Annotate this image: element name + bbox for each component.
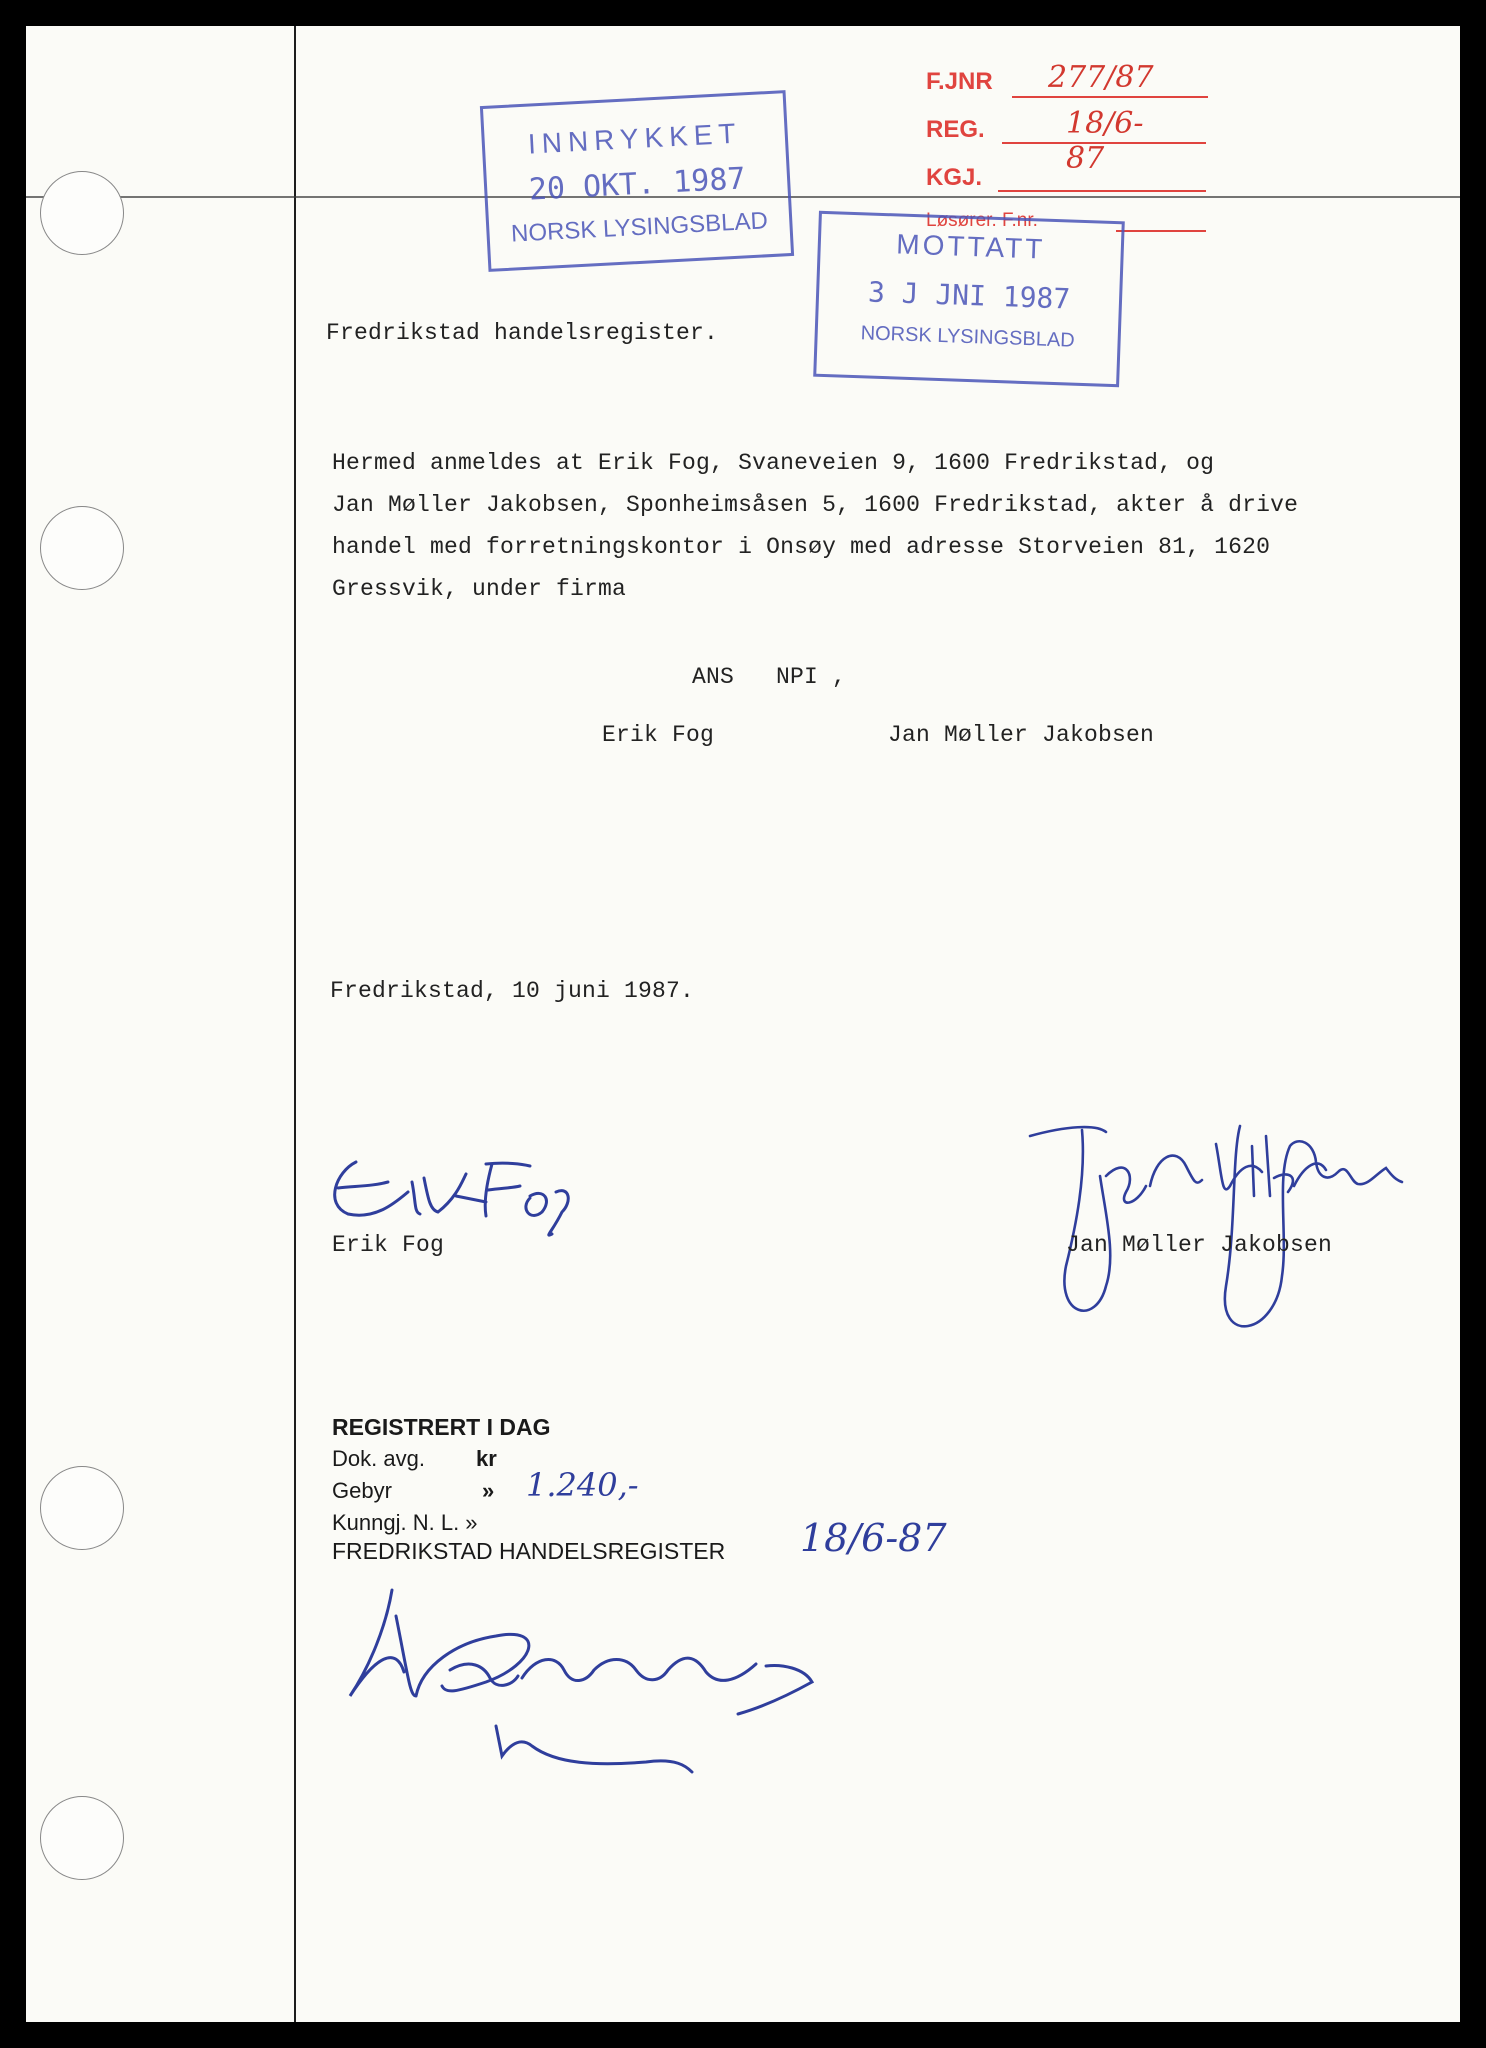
- stamp-date: 3 J JNI 1987: [867, 275, 1071, 316]
- gebyr-value: 1.240,-: [526, 1466, 639, 1504]
- registrar-signature: [346, 1586, 846, 1786]
- paragraph-line: Jan Møller Jakobsen, Sponheimsåsen 5, 1600 Fredrikstad, akter å drive: [332, 492, 1299, 518]
- dok-avg-label: Dok. avg.: [332, 1446, 425, 1471]
- signatory-name: Jan Møller Jakobsen: [1066, 1232, 1333, 1258]
- date-line: Fredrikstad, 10 juni 1987.: [330, 978, 695, 1004]
- margin-line: [294, 26, 296, 2022]
- innrykket-stamp: [480, 90, 794, 272]
- paragraph-line: handel med forretningskontor i Onsøy med adresse Storveien 81, 1620: [332, 534, 1271, 560]
- register-date: 18/6-87: [800, 1516, 947, 1560]
- fjnr-value: 277/87: [1048, 60, 1154, 95]
- stamp-text: NORSK LYSINGSBLAD: [860, 322, 1076, 352]
- stamp-text: INNRYKKET: [527, 117, 743, 160]
- punch-hole: [40, 1796, 124, 1880]
- paragraph-line: Gressvik, under firma: [332, 576, 627, 602]
- kgj-label: KGJ.: [926, 164, 983, 191]
- dok-avg-unit: kr: [476, 1446, 497, 1471]
- reg-label: REG.: [926, 116, 985, 143]
- owner-name: Erik Fog: [602, 722, 715, 748]
- jan-moller-jakobsen-signature: [1026, 1116, 1406, 1346]
- punch-hole: [40, 171, 124, 255]
- paragraph-line: Hermed anmeldes at Erik Fog, Svaneveien 9, 1600 Fredrikstad, og: [332, 450, 1215, 476]
- register-label: FREDRIKSTAD HANDELSREGISTER: [332, 1538, 726, 1564]
- firm-name: ANS NPI ,: [692, 664, 847, 690]
- punch-hole: [40, 506, 124, 590]
- addressee: Fredrikstad handelsregister.: [326, 320, 719, 346]
- gebyr-label: Gebyr: [332, 1478, 392, 1503]
- owner-name: Jan Møller Jakobsen: [888, 722, 1155, 748]
- fjnr-label: F.JNR: [926, 68, 993, 95]
- registration-title: REGISTRERT I DAG: [332, 1414, 551, 1440]
- losorer-label: Løsører. F.nr.: [926, 210, 1038, 231]
- signatory-name: Erik Fog: [332, 1232, 445, 1258]
- stamp-text: MOTTATT: [895, 228, 1046, 265]
- mottatt-stamp: [813, 211, 1125, 388]
- kunngj-label: Kunngj. N. L. »: [332, 1510, 478, 1535]
- punch-hole: [40, 1466, 124, 1550]
- stamp-date: 20 OKT. 1987: [528, 161, 747, 208]
- document-page: [26, 26, 1460, 2022]
- erik-fog-signature: [316, 1142, 576, 1242]
- gebyr-marker: »: [482, 1478, 495, 1503]
- reg-value: 18/6-87: [1066, 106, 1144, 176]
- stamp-text: NORSK LYSINGSBLAD: [510, 207, 769, 248]
